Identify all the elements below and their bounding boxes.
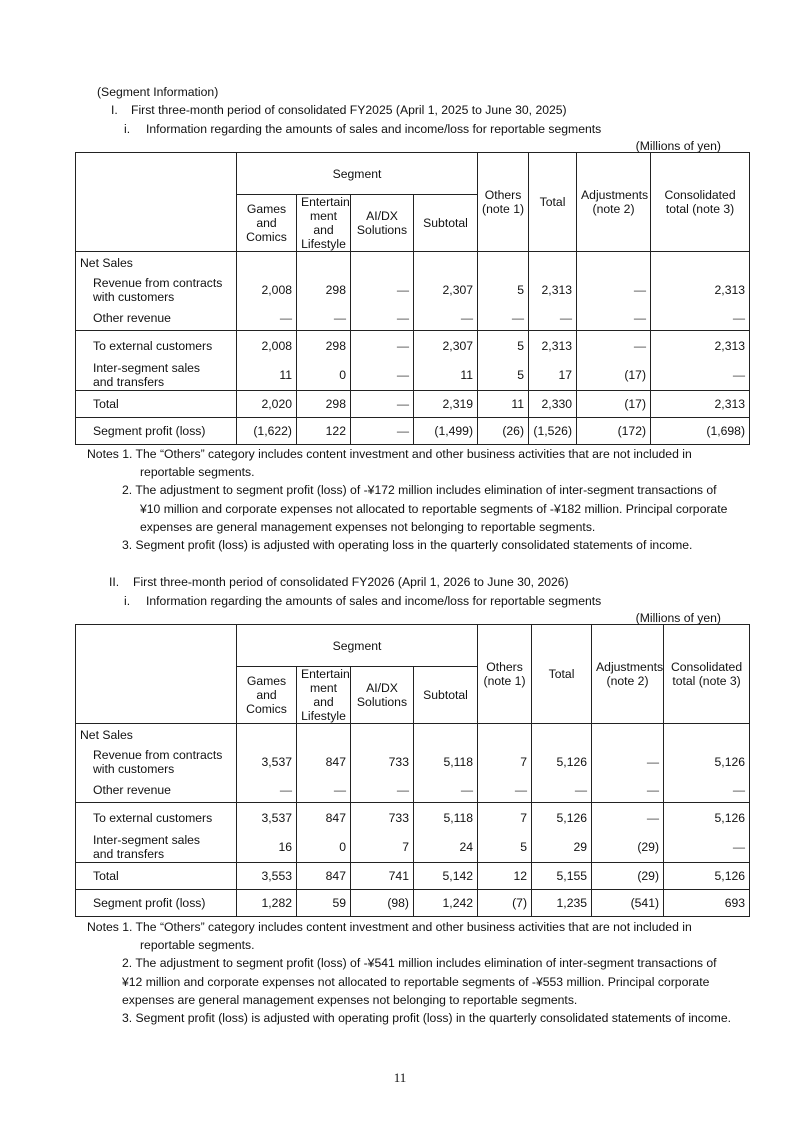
header-games-comics: Games and Comics xyxy=(237,195,297,252)
header-adjustments: Adjustments (note 2) xyxy=(592,625,664,724)
header-total: Total xyxy=(529,153,577,252)
row-label: Revenue from contracts with customers xyxy=(76,746,237,779)
units-label-2: (Millions of yen) xyxy=(635,611,721,625)
header-entertainment: Entertain ment and Lifestyle xyxy=(297,667,351,724)
cell: (98) xyxy=(351,890,414,917)
cell: (17) xyxy=(577,391,651,418)
cell: — xyxy=(651,361,750,391)
cell: — xyxy=(478,307,529,331)
cell: (1,526) xyxy=(529,418,577,445)
note-line: reportable segments. xyxy=(140,938,255,953)
units-label-1: (Millions of yen) xyxy=(635,139,721,153)
cell: — xyxy=(592,779,664,803)
cell: 1,282 xyxy=(237,890,297,917)
cell: 2,313 xyxy=(529,274,577,307)
cell: 5 xyxy=(478,274,529,307)
cell: 2,020 xyxy=(237,391,297,418)
cell: 3,553 xyxy=(237,863,297,890)
cell: 7 xyxy=(478,746,532,779)
segment-table-fy2025 xyxy=(75,152,750,445)
cell: 847 xyxy=(297,746,351,779)
row-label-net-sales: Net Sales xyxy=(76,724,237,746)
cell: — xyxy=(577,274,651,307)
cell: — xyxy=(237,779,297,803)
cell: — xyxy=(351,307,414,331)
cell: 17 xyxy=(529,361,577,391)
cell: 298 xyxy=(297,331,351,361)
row-revenue-contracts xyxy=(76,274,750,307)
cell: 2,307 xyxy=(414,274,478,307)
cell: 5,126 xyxy=(664,803,750,833)
cell: 847 xyxy=(297,863,351,890)
cell: 5 xyxy=(478,833,532,863)
cell: 741 xyxy=(351,863,414,890)
row-inter-segment xyxy=(76,833,750,863)
row-to-external xyxy=(76,803,750,833)
cell: 5,126 xyxy=(664,746,750,779)
header-blank-cell xyxy=(76,625,237,724)
cell: 1,235 xyxy=(532,890,592,917)
cell: — xyxy=(297,307,351,331)
header-others: Others (note 1) xyxy=(478,153,529,252)
row-segment-profit xyxy=(76,890,750,917)
row-label: To external customers xyxy=(76,803,237,833)
note-line: 3. Segment profit (loss) is adjusted with operating loss in the quarterly consolidated statements of income. xyxy=(122,538,693,553)
cell: (26) xyxy=(478,418,529,445)
cell: — xyxy=(532,779,592,803)
cell: 298 xyxy=(297,391,351,418)
cell: — xyxy=(414,307,478,331)
header-adjustments: Adjustments (note 2) xyxy=(577,153,651,252)
row-revenue-contracts xyxy=(76,746,750,779)
cell: 2,313 xyxy=(651,391,750,418)
note-line: reportable segments. xyxy=(140,465,255,480)
notes-fy2025 xyxy=(87,445,727,554)
note-line: Notes 1. The “Others” category includes content investment and other business activities that are not included in xyxy=(87,447,692,461)
row-other-revenue xyxy=(76,779,750,803)
cell: 5,142 xyxy=(414,863,478,890)
cell: 2,307 xyxy=(414,331,478,361)
cell: 5,155 xyxy=(532,863,592,890)
row-label: Inter-segment sales and transfers xyxy=(76,833,237,863)
section-1-title: First three-month period of consolidated FY2025 (April 1, 2025 to June 30, 2025) xyxy=(131,103,567,117)
row-segment-profit xyxy=(76,418,750,445)
header-others: Others (note 1) xyxy=(478,625,532,724)
cell: 11 xyxy=(414,361,478,391)
cell: 2,313 xyxy=(651,331,750,361)
cell: 0 xyxy=(297,361,351,391)
cell: 5,126 xyxy=(532,746,592,779)
cell: 693 xyxy=(664,890,750,917)
row-to-external xyxy=(76,331,750,361)
cell: — xyxy=(351,361,414,391)
cell: 7 xyxy=(478,803,532,833)
cell: 0 xyxy=(297,833,351,863)
cell: 733 xyxy=(351,746,414,779)
section-1-subtitle: Information regarding the amounts of sales and income/loss for reportable segments xyxy=(146,122,602,136)
cell: — xyxy=(529,307,577,331)
cell: — xyxy=(664,779,750,803)
cell: — xyxy=(351,331,414,361)
cell: 1,242 xyxy=(414,890,478,917)
section-heading: (Segment Information) xyxy=(97,85,219,99)
row-label: To external customers xyxy=(76,331,237,361)
row-label: Segment profit (loss) xyxy=(76,890,237,917)
row-label: Revenue from contracts with customers xyxy=(76,274,237,307)
section-2-title: First three-month period of consolidated FY2026 (April 1, 2026 to June 30, 2026) xyxy=(133,575,569,589)
header-consolidated: Consolidated total (note 3) xyxy=(651,153,750,252)
row-other-revenue xyxy=(76,307,750,331)
header-aidx: AI/DX Solutions xyxy=(351,195,414,252)
note-line: ¥12 million and corporate expenses not allocated to reportable segments of -¥553 million. Principal corporate xyxy=(122,974,710,989)
cell: (172) xyxy=(577,418,651,445)
cell: 2,008 xyxy=(237,331,297,361)
cell: 11 xyxy=(478,391,529,418)
cell: 847 xyxy=(297,803,351,833)
row-label: Total xyxy=(76,863,237,890)
header-segment: Segment xyxy=(237,153,478,195)
section-2-subtitle: Information regarding the amounts of sales and income/loss for reportable segments xyxy=(146,594,602,608)
cell: (29) xyxy=(592,833,664,863)
cell: — xyxy=(351,274,414,307)
note-line: 3. Segment profit (loss) is adjusted with operating profit (loss) in the quarterly consolidated statements of income. xyxy=(122,1011,731,1026)
row-label: Total xyxy=(76,391,237,418)
cell: — xyxy=(592,746,664,779)
row-label-net-sales: Net Sales xyxy=(76,252,237,274)
cell: (17) xyxy=(577,361,651,391)
section-2-roman: II. xyxy=(109,575,120,589)
cell: 3,537 xyxy=(237,803,297,833)
segment-table-fy2026 xyxy=(75,624,750,917)
cell: — xyxy=(351,418,414,445)
row-label: Segment profit (loss) xyxy=(76,418,237,445)
notes-fy2026 xyxy=(87,918,731,1027)
section-2-subnum: i. xyxy=(124,594,131,608)
cell: — xyxy=(351,391,414,418)
row-inter-segment xyxy=(76,361,750,391)
page-number: 11 xyxy=(393,1070,407,1085)
cell: (29) xyxy=(592,863,664,890)
cell: 16 xyxy=(237,833,297,863)
cell: 29 xyxy=(532,833,592,863)
cell: 298 xyxy=(297,274,351,307)
row-total xyxy=(76,863,750,890)
header-subtotal: Subtotal xyxy=(414,667,478,724)
row-label: Inter-segment sales and transfers xyxy=(76,361,237,391)
cell: 5,118 xyxy=(414,746,478,779)
cell: (1,698) xyxy=(651,418,750,445)
header-subtotal: Subtotal xyxy=(414,195,478,252)
cell: (1,622) xyxy=(237,418,297,445)
cell: 5,126 xyxy=(532,803,592,833)
cell: 12 xyxy=(478,863,532,890)
cell: (7) xyxy=(478,890,532,917)
note-line: 2. The adjustment to segment profit (loss) of -¥172 million includes elimination of inter-segment transactions of xyxy=(122,483,717,498)
note-line: 2. The adjustment to segment profit (loss) of -¥541 million includes elimination of inter-segment transactions of xyxy=(122,956,717,971)
cell: — xyxy=(577,331,651,361)
cell: 5 xyxy=(478,331,529,361)
cell: — xyxy=(651,307,750,331)
header-aidx: AI/DX Solutions xyxy=(351,667,414,724)
row-label: Other revenue xyxy=(76,307,237,331)
cell: 5,126 xyxy=(664,863,750,890)
cell: 2,008 xyxy=(237,274,297,307)
cell: 5,118 xyxy=(414,803,478,833)
cell: 7 xyxy=(351,833,414,863)
note-line: expenses are general management expenses not belonging to reportable segments. xyxy=(140,519,596,534)
row-total xyxy=(76,391,750,418)
cell: — xyxy=(664,833,750,863)
note-line: expenses are general management expenses not belonging to reportable segments. xyxy=(122,992,578,1007)
header-consolidated: Consolidated total (note 3) xyxy=(664,625,750,724)
cell: — xyxy=(414,779,478,803)
section-1-roman: I. xyxy=(111,103,118,117)
cell: — xyxy=(577,307,651,331)
cell: 122 xyxy=(297,418,351,445)
cell: — xyxy=(351,779,414,803)
header-games-comics: Games and Comics xyxy=(237,667,297,724)
cell: 59 xyxy=(297,890,351,917)
header-total: Total xyxy=(532,625,592,724)
cell: 2,313 xyxy=(651,274,750,307)
note-line: Notes 1. The “Others” category includes content investment and other business activities that are not included in xyxy=(87,920,692,934)
cell: 2,319 xyxy=(414,391,478,418)
cell: — xyxy=(478,779,532,803)
header-entertainment: Entertain ment and Lifestyle xyxy=(297,195,351,252)
cell: 5 xyxy=(478,361,529,391)
cell: — xyxy=(237,307,297,331)
cell: 3,537 xyxy=(237,746,297,779)
section-1-subnum: i. xyxy=(124,122,131,136)
note-line: ¥10 million and corporate expenses not allocated to reportable segments of -¥182 million. Principal corporate xyxy=(140,501,728,516)
cell: (1,499) xyxy=(414,418,478,445)
cell: 733 xyxy=(351,803,414,833)
cell: — xyxy=(592,803,664,833)
cell: 2,313 xyxy=(529,331,577,361)
cell: (541) xyxy=(592,890,664,917)
header-segment: Segment xyxy=(237,625,478,667)
cell: 11 xyxy=(237,361,297,391)
row-label: Other revenue xyxy=(76,779,237,803)
cell: 24 xyxy=(414,833,478,863)
cell: — xyxy=(297,779,351,803)
header-blank-cell xyxy=(76,153,237,252)
cell: 2,330 xyxy=(529,391,577,418)
